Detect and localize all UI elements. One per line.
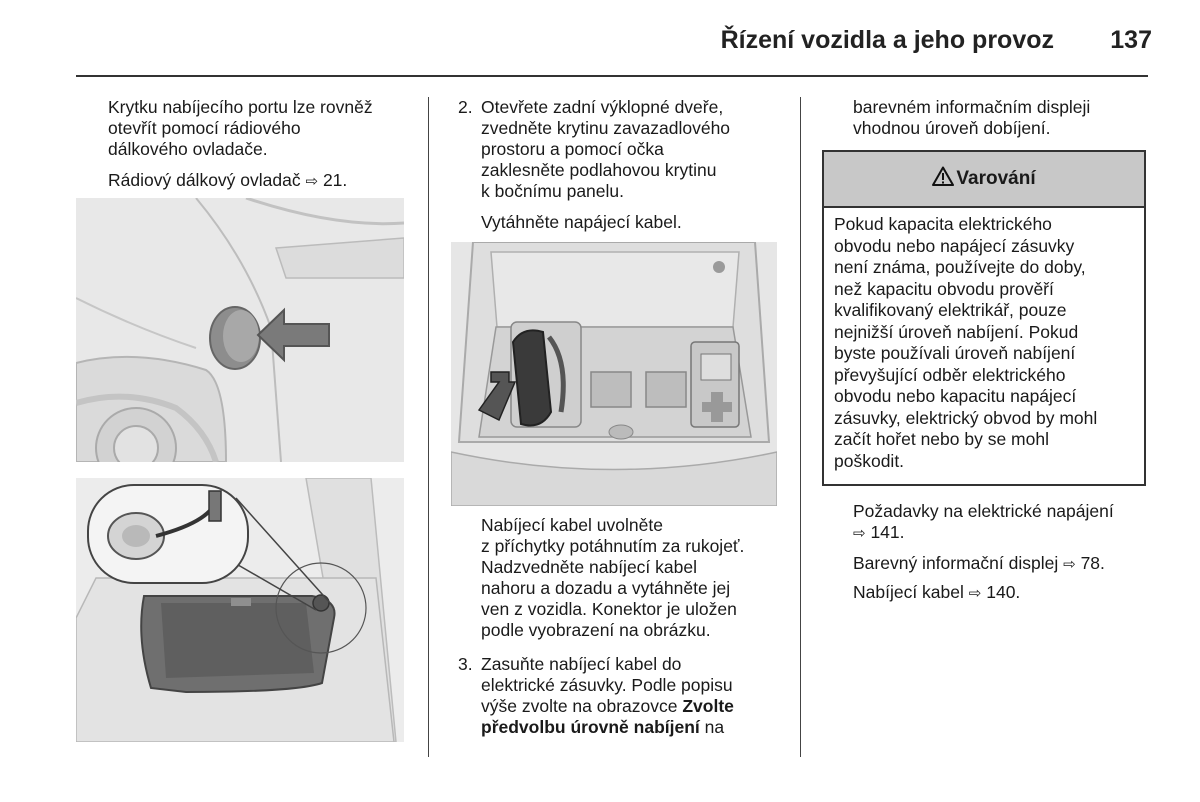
warning-line: není známa, používejte do doby,	[834, 257, 1086, 277]
reference-label: Barevný informační displej	[853, 553, 1059, 573]
step-2-line: zaklesněte podlahovou krytinu	[481, 160, 717, 180]
charging-cable-reference[interactable]	[853, 582, 1020, 605]
reference-page: 78.	[1080, 553, 1105, 573]
warning-header	[824, 152, 1144, 208]
step-3-text: výše zvolte na obrazovce	[481, 696, 683, 716]
col1-reference[interactable]	[108, 170, 347, 193]
warning-line: Pokud kapacita elektrického	[834, 214, 1052, 234]
open-trunk-illustration	[451, 242, 777, 506]
page-header-title: Řízení vozidla a jeho provoz	[720, 26, 1054, 54]
col1-intro-line: Krytku nabíjecího portu lze rovněž	[108, 97, 373, 117]
cable-release-line: podle vyobrazení na obrázku.	[481, 620, 711, 640]
warning-line: poškodit.	[834, 450, 905, 471]
step-2-line: Otevřete zadní výklopné dveře,	[481, 97, 724, 117]
step-2-line: k bočnímu panelu.	[481, 181, 625, 201]
column-divider-2	[800, 97, 801, 757]
cable-release-line: z příchytky potáhnutím za rukojeť.	[481, 536, 745, 556]
step-3-line: elektrické zásuvky. Podle popisu	[481, 675, 733, 695]
col3-continued-line: vhodnou úroveň dobíjení.	[853, 118, 1051, 138]
warning-line: kvalifikovaný elektrikář, pouze	[834, 300, 1067, 320]
warning-line: převyšující odběr elektrického	[834, 364, 1066, 385]
cable-release-line: ven z vozidla. Konektor je uložen	[481, 599, 737, 619]
warning-line: než kapacitu obvodu prověří	[834, 278, 1054, 299]
col3-continued-line: barevném informačním displeji	[853, 97, 1091, 117]
reference-page: 21.	[322, 170, 348, 190]
warning-line: byste používali úroveň nabíjení	[834, 343, 1076, 363]
reference-page: 141.	[870, 522, 905, 542]
step-3-line: Zasuňte nabíjecí kabel do	[481, 654, 682, 674]
step-2-line: zvedněte krytinu zavazadlového	[481, 118, 731, 138]
header-divider	[76, 75, 1148, 77]
page-ref-arrow-icon: ⇨	[968, 585, 982, 602]
cable-release-line: nahoru a dozadu a vytáhněte jej	[481, 578, 731, 598]
cable-release-line: Nabíjecí kabel uvolněte	[481, 515, 663, 535]
reference-label: Rádiový dálkový ovladač	[108, 170, 301, 190]
menu-option-label: předvolbu úrovně nabíjení	[481, 717, 700, 737]
warning-line: začít hořet nebo by se mohl	[834, 429, 1049, 449]
step-2-line: prostoru a pomocí očka	[481, 139, 664, 159]
warning-title: Varování	[956, 168, 1036, 189]
warning-body	[824, 208, 1144, 472]
step-number: 3.	[458, 654, 473, 674]
step-3-line	[481, 717, 724, 739]
step-3-text: na	[699, 717, 725, 737]
info-display-reference[interactable]	[853, 553, 1105, 576]
reference-page: 140.	[986, 582, 1021, 602]
page-number: 137	[1110, 26, 1152, 54]
col1-intro-line: otevřít pomocí rádiového	[108, 118, 301, 138]
charging-flap-illustration	[76, 198, 404, 462]
step-number: 2.	[458, 97, 473, 117]
warning-triangle-icon	[932, 166, 954, 192]
warning-line: nejnižší úroveň nabíjení. Pokud	[834, 321, 1079, 342]
pull-cable-text: Vytáhněte napájecí kabel.	[481, 212, 682, 232]
page-ref-arrow-icon: ⇨	[305, 173, 319, 190]
warning-line: obvodu nebo kapacitu napájecí	[834, 386, 1077, 406]
warning-line: obvodu nebo napájecí zásuvky	[834, 235, 1075, 256]
warning-line: zásuvky, elektrický obvod by mohl	[834, 407, 1098, 428]
step-3-line	[481, 696, 734, 718]
warning-box	[822, 150, 1146, 486]
col1-intro-line: dálkového ovladače.	[108, 139, 268, 159]
reference-label: Nabíjecí kabel	[853, 582, 964, 602]
cable-release-line: Nadzvedněte nabíjecí kabel	[481, 557, 697, 577]
page-ref-arrow-icon: ⇨	[853, 525, 866, 542]
reference-label: Požadavky na elektrické napájení	[853, 501, 1114, 521]
column-divider-1	[428, 97, 429, 757]
page-ref-arrow-icon: ⇨	[1063, 556, 1076, 573]
power-requirements-reference-page[interactable]	[853, 522, 905, 545]
trunk-cable-location-illustration	[76, 478, 404, 742]
menu-option-label: Zvolte	[682, 696, 734, 716]
power-requirements-reference[interactable]	[853, 501, 1114, 523]
